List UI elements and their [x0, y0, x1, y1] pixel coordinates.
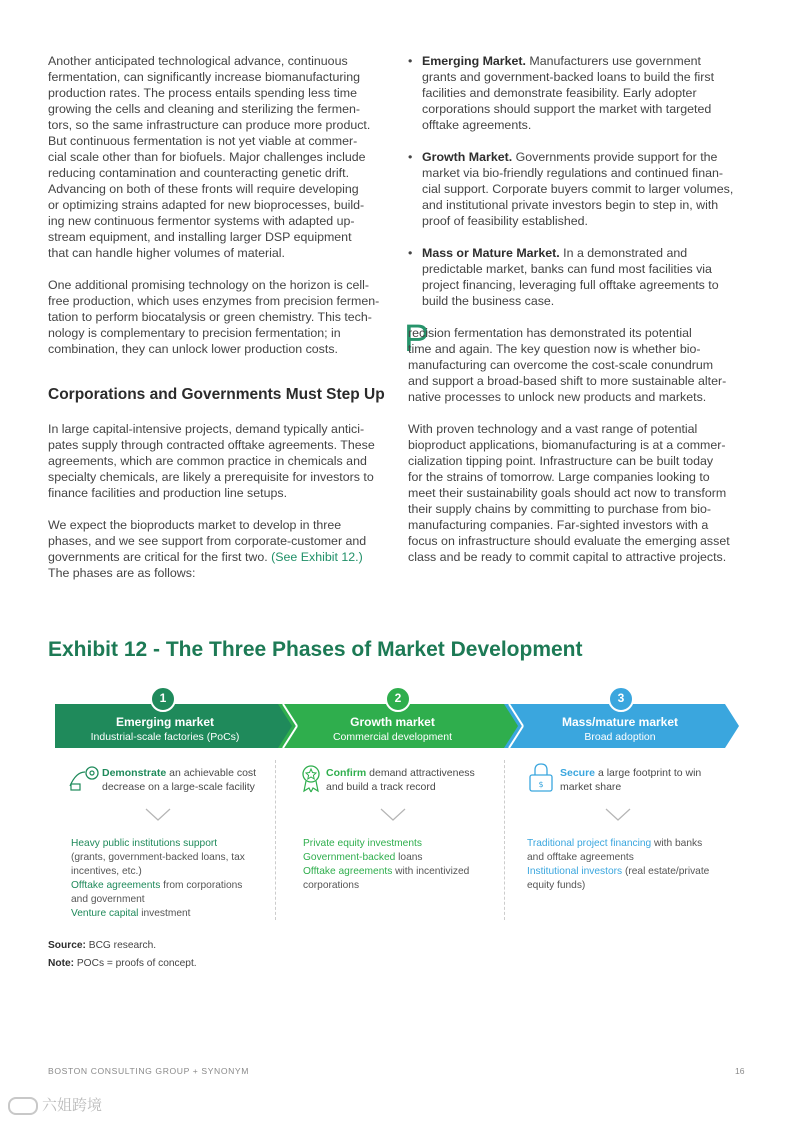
text-line: reducing contamination and counteracting genetic drift. — [48, 166, 350, 180]
phase-3-details — [527, 837, 709, 893]
text-line: production rates. The process entails spending less time — [48, 86, 358, 100]
section-heading: Corporations and Governments Must Step Up — [48, 386, 385, 403]
text-line: With proven technology and a vast range of potential — [408, 422, 698, 436]
paragraph-precision-fermentation — [408, 325, 726, 405]
detail-highlight: Government-backed — [303, 852, 396, 863]
detail-text: with banks — [651, 838, 703, 849]
column-divider — [504, 760, 505, 920]
text-line: cial scale other than for biofuels. Major challenges include — [48, 150, 366, 164]
text-line: that can handle higher volumes of material. — [48, 246, 285, 260]
phase-1-subtitle: Industrial-scale factories (PoCs) — [90, 731, 240, 743]
detail-highlight: Heavy public institutions support — [71, 838, 218, 849]
detail-text: with incentivized — [392, 866, 470, 877]
phase-2-lead: Confirm demand attractiveness and build a track record — [326, 767, 475, 793]
text-line: manufacturing can overcome the cost-scale conundrum — [408, 358, 714, 372]
detail-line — [303, 837, 469, 851]
text-line: or optimizing strains adapted for new bioprocesses, build- — [48, 198, 365, 212]
text-line: tors, so the same infrastructure can produce more product. — [48, 118, 371, 132]
text-line: and support a broad-based shift to more sustainable alter- — [408, 374, 727, 388]
detail-text: from corporations — [160, 880, 243, 891]
text-line: meet their sustainability goals should act now to transform — [408, 486, 727, 500]
exhibit-title: Exhibit 12 - The Three Phases of Market Development — [48, 638, 583, 661]
bullet-text: predictable market, banks can fund most facilities via — [422, 262, 712, 276]
detail-line — [527, 865, 709, 879]
phase-3-subtitle: Broad adoption — [584, 731, 656, 743]
phase-3-lead: Secure a large footprint to win market share — [560, 767, 702, 793]
scale-cost-icon — [68, 764, 100, 794]
text-line: free production, which uses enzymes from precision fermen- — [48, 294, 380, 308]
bullet-text: corporations should support the market with targeted — [422, 102, 712, 116]
text-line: In large capital-intensive projects, demand typically antici- — [48, 422, 365, 436]
chevron-down-icon — [145, 808, 171, 822]
chevron-down-icon — [380, 808, 406, 822]
detail-text: corporations — [303, 880, 360, 891]
text-line: ing new continuous fermentor systems with adapted up- — [48, 214, 355, 228]
paragraph-tipping-point — [408, 421, 730, 565]
text-line: specialty chemicals, are likely a prerequisite for investors to — [48, 470, 374, 484]
detail-line — [71, 837, 245, 851]
bullet-text: project financing, leveraging full offtake agreements to — [422, 278, 719, 292]
bullet-text: proof of feasibility established. — [422, 214, 588, 228]
detail-text: and offtake agreements — [527, 852, 634, 863]
abbreviation-note: Note: POCs = proofs of concept. — [48, 958, 197, 969]
text-line: Advancing on both of these fronts will require developing — [48, 182, 359, 196]
text-line: cialization tipping point. Infrastructure can be built today — [408, 454, 714, 468]
detail-line — [71, 879, 245, 893]
bullet-dot-icon: • — [408, 246, 413, 260]
bullet-lead: Mass or Mature Market. — [422, 246, 560, 260]
detail-line — [71, 893, 245, 907]
detail-highlight: Private equity investments — [303, 838, 422, 849]
phase-3-title: Mass/mature market — [561, 715, 679, 729]
text-line: nology is complementary to precision fermentation; in — [48, 326, 341, 340]
phase-1-title: Emerging market — [115, 715, 215, 729]
watermark-logo-icon — [8, 1097, 38, 1115]
text-line: fermentation, can significantly increase biomanufacturing — [48, 70, 360, 84]
text-line: class and be ready to commit capital to attractive projects. — [408, 550, 727, 564]
detail-line — [71, 865, 245, 879]
text-line: combination, they can unlock lower production costs. — [48, 342, 338, 356]
text-line: manufacturing companies. Far-sighted investors with a — [408, 518, 709, 532]
bullet-text: offtake agreements. — [422, 118, 532, 132]
paragraph-three-phases: We expect the bioproducts market to develop in three phases, and we see support from corporate-customer and governments are critical for the first two. (See Exhibit 12.) The phases are as follows: — [48, 518, 367, 580]
detail-highlight: Traditional project financing — [527, 838, 652, 849]
text-line: But continuous fermentation is not yet viable at commer- — [48, 134, 358, 148]
text-line: for the strains of tomorrow. Large companies looking to — [408, 470, 710, 484]
phase-1-details — [71, 837, 245, 921]
detail-text: investment — [138, 908, 191, 919]
page-number: 16 — [735, 1066, 745, 1076]
detail-text: and government — [71, 894, 145, 905]
text-line: stream equipment, and installing larger DSP equipment — [48, 230, 352, 244]
detail-text: incentives, etc.) — [71, 866, 142, 877]
bullet-text: build the business case. — [422, 294, 555, 308]
bullet-text: market via bio-friendly regulations and continued finan- — [422, 166, 723, 180]
bullet-text: cial support. Corporate buyers commit to larger volumes, — [422, 182, 734, 196]
phase-2-number: 2 — [385, 686, 411, 712]
bullet-text: Manufacturers use government — [525, 54, 701, 68]
detail-highlight: Offtake agreements — [303, 866, 393, 877]
bullet-lead: Emerging Market. — [422, 54, 526, 68]
detail-line — [303, 865, 469, 879]
award-badge-icon — [300, 764, 322, 794]
detail-line — [527, 851, 709, 865]
text-line: time and again. The key question now is whether bio- — [408, 342, 701, 356]
text-line: One additional promising technology on the horizon is cell- — [48, 278, 369, 292]
text-line: finance facilities and production line setups. — [48, 486, 288, 500]
lock-icon — [528, 762, 554, 794]
text-line: pates supply through contracted offtake agreements. These — [48, 438, 375, 452]
detail-line — [303, 879, 469, 893]
detail-line — [303, 851, 469, 865]
bullet-text: In a demonstrated and — [559, 246, 688, 260]
bullet-text: and institutional private investors begin to step in, with — [422, 198, 719, 212]
phase-2-subtitle: Commercial development — [332, 731, 453, 743]
text-line: recision fermentation has demonstrated its potential — [408, 326, 692, 340]
chevron-down-icon — [605, 808, 631, 822]
bullet-lead: Growth Market. — [422, 150, 513, 164]
source-note: Source: BCG research. — [48, 940, 157, 951]
detail-text: (real estate/private — [622, 866, 710, 877]
drop-cap: P — [404, 318, 430, 360]
text-line: bioproduct applications, biomanufacturing is at a commer- — [408, 438, 726, 452]
detail-text: (grants, government-backed loans, tax — [71, 852, 245, 863]
bullet-text: grants and government-backed loans to build the first — [422, 70, 715, 84]
text-line: focus on infrastructure should evaluate the emerging asset — [408, 534, 730, 548]
phase-2-title: Growth market — [350, 715, 435, 729]
detail-highlight: Institutional investors — [527, 866, 623, 877]
text-line: Another anticipated technological advance, continuous — [48, 54, 348, 68]
phase-3-number: 3 — [608, 686, 634, 712]
detail-line — [71, 851, 245, 865]
detail-line — [527, 837, 709, 851]
text-line: native processes to unlock new products and markets. — [408, 390, 707, 404]
exhibit-12-link[interactable]: (See Exhibit 12.) — [271, 550, 363, 564]
text-line: tation to perform biocatalysis or green chemistry. This tech- — [48, 310, 372, 324]
detail-highlight: Offtake agreements — [71, 880, 161, 891]
text-line: agreements, which are common practice in chemicals and — [48, 454, 367, 468]
paragraph-continuous-fermentation — [48, 53, 370, 261]
phase-2-details — [303, 837, 469, 893]
text-line: growing the cells and cleaning and sterilizing the fermen- — [48, 102, 361, 116]
bullet-text: facilities and demonstrate feasibility. Early adopter — [422, 86, 697, 100]
paragraph-cell-free-production — [48, 277, 379, 357]
phase-1-lead: Demonstrate an achievable cost decrease on a large-scale facility — [102, 767, 257, 793]
column-divider — [275, 760, 276, 920]
detail-text: loans — [395, 852, 423, 863]
phase-1-number: 1 — [150, 686, 176, 712]
bullet-dot-icon: • — [408, 54, 413, 68]
footer-credit: BOSTON CONSULTING GROUP + SYNONYM — [48, 1066, 250, 1076]
bullet-dot-icon: • — [408, 150, 413, 164]
detail-line — [71, 907, 245, 921]
svg-text:$: $ — [538, 780, 544, 789]
paragraph-offtake-agreements — [48, 421, 375, 501]
text-line: their supply chains by committing to purchase from bio- — [408, 502, 712, 516]
bullet-text: Governments provide support for the — [512, 150, 718, 164]
detail-text: equity funds) — [527, 880, 586, 891]
detail-line — [527, 879, 709, 893]
detail-highlight: Venture capital — [71, 908, 139, 919]
watermark: 六姐跨境 — [8, 1094, 102, 1115]
